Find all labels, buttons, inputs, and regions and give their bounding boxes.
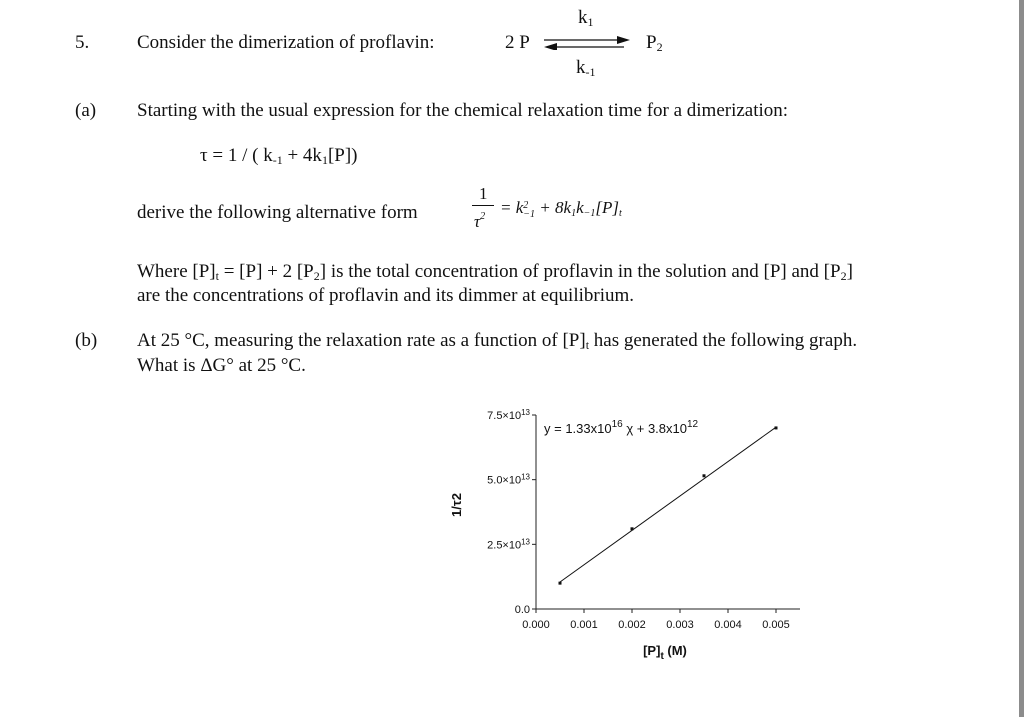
fit-line xyxy=(560,427,776,582)
product: $P_2$ xyxy=(646,32,663,54)
question-number: 5. xyxy=(75,32,90,53)
relaxation-rate-chart xyxy=(440,395,820,665)
part-b-line-2: What is ΔG° at 25 °C. xyxy=(137,355,306,376)
x-tick-label: 0.003 xyxy=(666,619,694,631)
fit-equation-annotation: $y = 1.33x10^{16}$ $\chi + 3.8x10^{12}$ xyxy=(544,419,699,436)
y-tick-label: $7.5\times 10^{13}$ xyxy=(487,408,530,422)
x-tick-label: 0.002 xyxy=(618,619,646,631)
relaxation-time-equation: τ = 1 / ( $k_{-1} + 4k_1[P]$) xyxy=(200,145,358,167)
alternative-form-rhs: = k 2 −1 + $8k_1k_{-1}[P]_t$ xyxy=(500,198,622,220)
x-axis-ticks xyxy=(522,609,790,631)
data-point xyxy=(559,582,562,585)
y-axis-label: 1/τ2 xyxy=(449,493,464,517)
part-a-text: Starting with the usual expression for the chemical relaxation time for a dimerization: xyxy=(137,100,789,121)
x-tick-label: 0.001 xyxy=(570,619,598,631)
where-text-line-1: Where $[P]_t = [P] + 2$ $[P_2]$ is the total concentration of proflavin in the solution and [P] and $[P_2]$ xyxy=(137,261,853,283)
where-text-line-2: are the concentrations of proflavin and its dimmer at equilibrium. xyxy=(137,285,635,306)
part-a-label: (a) xyxy=(75,100,97,121)
x-tick-label: 0.004 xyxy=(714,619,742,631)
reactant: 2 P xyxy=(505,32,530,53)
y-tick-label: $2.5\times 10^{13}$ xyxy=(487,537,530,552)
question-intro: Consider the dimerization of proflavin: xyxy=(137,32,435,53)
y-tick-label: $5.0\times 10^{13}$ xyxy=(487,472,530,487)
fraction-numerator: 1 xyxy=(479,184,488,203)
y-tick-label: 0.0 xyxy=(514,604,530,616)
part-b-label: (b) xyxy=(75,330,98,351)
forward-rate-constant: $k_1$ xyxy=(578,7,594,29)
data-point xyxy=(775,426,778,429)
data-point xyxy=(631,527,634,530)
page-edge xyxy=(1019,0,1024,717)
y-axis-ticks xyxy=(487,408,536,616)
reverse-rate-constant: $k_{-1}$ xyxy=(576,57,596,79)
x-tick-label: 0.005 xyxy=(762,619,790,631)
equilibrium-arrows xyxy=(542,36,632,50)
derive-text: derive the following alternative form xyxy=(137,202,418,223)
x-tick-label: 0.000 xyxy=(522,619,550,631)
fraction-bar xyxy=(472,205,494,206)
fraction-denominator: $\tau^2$ xyxy=(474,211,486,231)
part-b-line-1: At 25 °C, measuring the relaxation rate as a function of $[P]_t$ has generated the following graph. xyxy=(137,330,858,352)
x-axis-label: $[P]_t$ (M) xyxy=(643,643,687,662)
data-point xyxy=(703,474,706,477)
